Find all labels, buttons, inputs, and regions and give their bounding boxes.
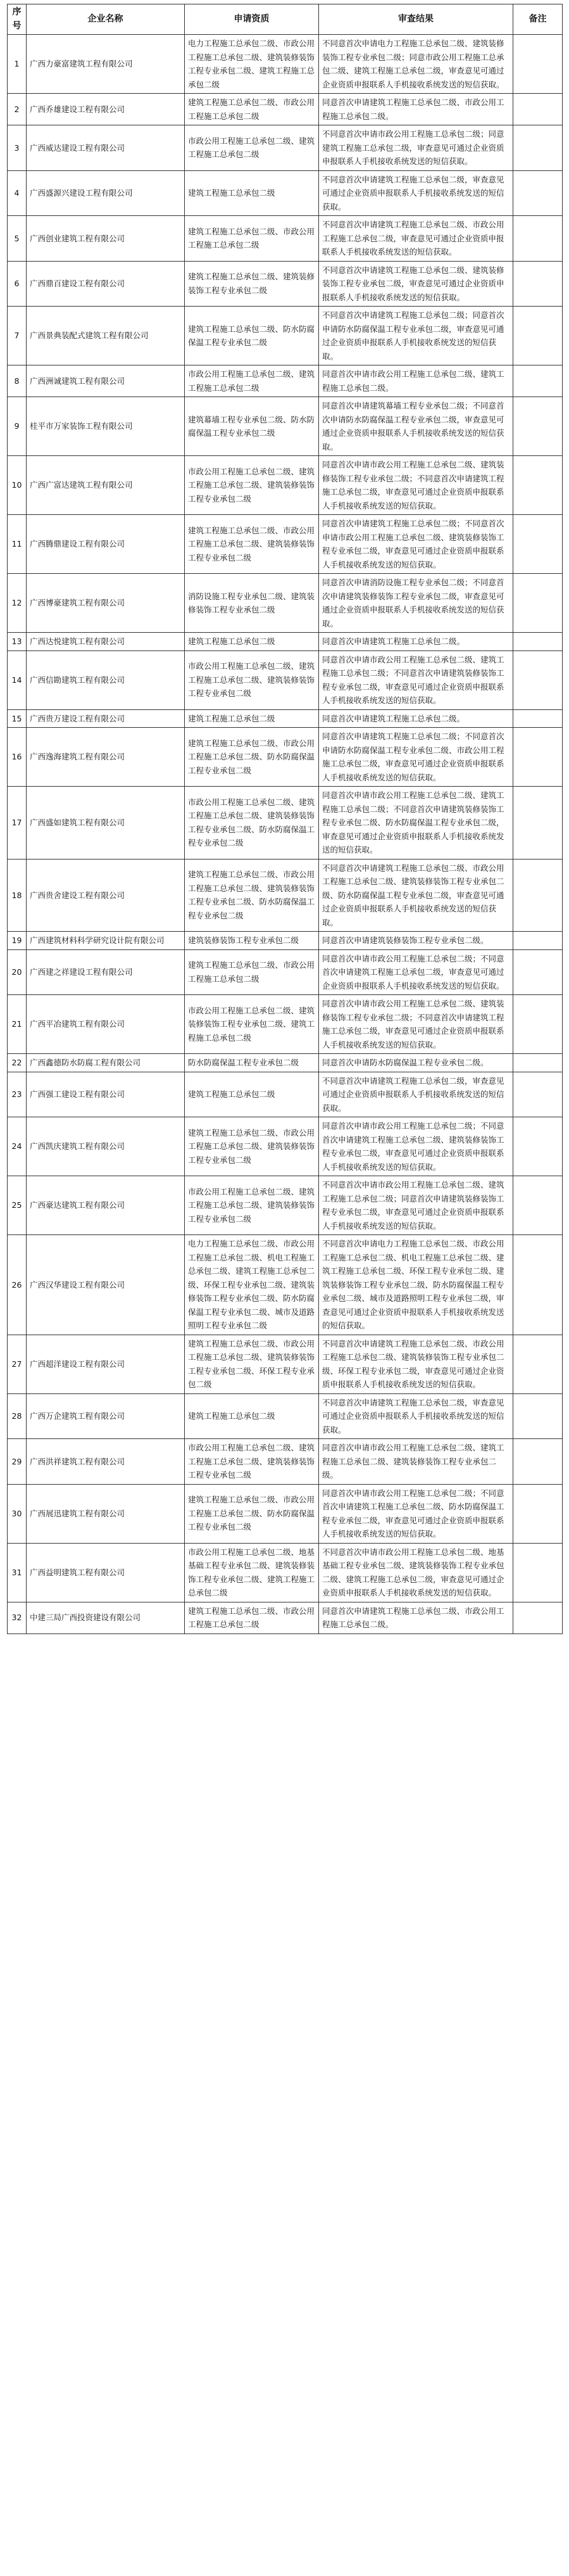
cell-seq: 7 xyxy=(8,307,27,365)
cell-result: 同意首次申请建筑工程施工总承包二级。 xyxy=(319,633,513,651)
cell-seq: 30 xyxy=(8,1484,27,1543)
cell-note xyxy=(513,365,563,397)
cell-seq: 16 xyxy=(8,728,27,787)
table-row xyxy=(8,1484,563,1543)
cell-result: 不同意首次申请市政公用工程施工总承包二级、地基基础工程专业承包二级、建筑装修装饰工程专业承包二级、建筑工程施工总承包二级，审查意见可通过企业资质申报联系人手机接收系统发送的短信获取。 xyxy=(319,1543,513,1602)
cell-result: 同意首次申请消防设施工程专业承包二级；不同意首次申请建筑装修装饰工程专业承包二级，审查意见可通过企业资质申报联系人手机接收系统发送的短信获取。 xyxy=(319,574,513,633)
cell-note xyxy=(513,728,563,787)
cell-seq: 17 xyxy=(8,787,27,860)
cell-company: 广西强工建设工程有限公司 xyxy=(27,1072,185,1117)
cell-qual: 建筑幕墙工程专业承包二级、防水防腐保温工程专业承包二级 xyxy=(185,397,319,456)
cell-company: 广西洪祥建筑工程有限公司 xyxy=(27,1439,185,1485)
cell-company: 广西盛如建筑工程有限公司 xyxy=(27,787,185,860)
table-row xyxy=(8,307,563,365)
cell-company: 广西达悦建筑工程有限公司 xyxy=(27,633,185,651)
cell-seq: 2 xyxy=(8,94,27,125)
cell-note xyxy=(513,1117,563,1176)
cell-company: 广西凯庆建筑工程有限公司 xyxy=(27,1117,185,1176)
table-row xyxy=(8,456,563,515)
cell-result: 不同意首次申请建筑工程施工总承包二级、市政公用工程施工总承包二级、建筑装修装饰工程专业承包二级、防水防腐保温工程专业承包二级，审查意见可通过企业资质申报联系人手机接收系统发送的短信获取。 xyxy=(319,859,513,932)
cell-result: 同意首次申请市政公用工程施工总承包二级、建筑装修装饰工程专业承包二级；不同意首次申请建筑工程施工总承包二级，审查意见可通过企业资质申报联系人手机接收系统发送的短信获取。 xyxy=(319,456,513,515)
cell-company: 广西建之祥建设工程有限公司 xyxy=(27,949,185,995)
table-row xyxy=(8,859,563,932)
cell-result: 同意首次申请市政公用工程施工总承包二级、建筑工程施工总承包二级；不同意首次申请建筑装修装饰工程专业承包二级，审查意见可通过企业资质申报联系人手机接收系统发送的短信获取。 xyxy=(319,650,513,709)
cell-qual: 建筑工程施工总承包二级 xyxy=(185,1072,319,1117)
qualification-review-table xyxy=(7,4,563,1634)
table-row xyxy=(8,949,563,995)
cell-note xyxy=(513,1543,563,1602)
cell-seq: 31 xyxy=(8,1543,27,1602)
cell-result: 同意首次申请建筑装修装饰工程专业承包二级。 xyxy=(319,932,513,950)
cell-note xyxy=(513,1439,563,1485)
cell-seq: 32 xyxy=(8,1602,27,1634)
cell-note xyxy=(513,307,563,365)
cell-company: 广西博豪建筑工程有限公司 xyxy=(27,574,185,633)
cell-company: 广西逸海建筑工程有限公司 xyxy=(27,728,185,787)
cell-qual: 市政公用工程施工总承包二级、建筑工程施工总承包二级、建筑装修装饰工程专业承包二级 xyxy=(185,456,319,515)
cell-company: 广西益明建筑工程有限公司 xyxy=(27,1543,185,1602)
cell-result: 同意首次申请建筑工程施工总承包二级；不同意首次申请市政公用工程施工总承包二级、建筑装修装饰工程专业承包二级，审查意见可通过企业资质申报联系人手机接收系统发送的短信获取。 xyxy=(319,515,513,574)
cell-qual: 建筑工程施工总承包二级、市政公用工程施工总承包二级 xyxy=(185,949,319,995)
cell-seq: 24 xyxy=(8,1117,27,1176)
cell-seq: 9 xyxy=(8,397,27,456)
cell-note xyxy=(513,35,563,94)
cell-qual: 建筑工程施工总承包二级 xyxy=(185,170,319,216)
table-row xyxy=(8,397,563,456)
cell-company: 广西广富达建筑工程有限公司 xyxy=(27,456,185,515)
table-header-row xyxy=(8,4,563,35)
cell-result: 同意首次申请市政公用工程施工总承包二级、建筑工程施工总承包二级、建筑装修装饰工程专业承包二级。 xyxy=(319,1439,513,1485)
cell-result: 不同意首次申请市政公用工程施工总承包二级、建筑工程施工总承包二级；同意首次申请建筑装修装饰工程专业承包二级，审查意见可通过企业资质申报联系人手机接收系统发送的短信获取。 xyxy=(319,1176,513,1235)
cell-note xyxy=(513,932,563,950)
cell-result: 不同意首次申请电力工程施工总承包二级、市政公用工程施工总承包二级、机电工程施工总承包二级、建筑工程施工总承包二级、环保工程专业承包二级、建筑装修装饰工程专业承包二级、防水防腐保温工程专业承包二级、城市及道路照明工程专业承包二级，审查意见可通过企业资质申报联系人手机接收系统发送的短信获取。 xyxy=(319,1235,513,1335)
cell-qual: 市政公用工程施工总承包二级、地基基础工程专业承包二级、建筑装修装饰工程专业承包二级、建筑工程施工总承包二级 xyxy=(185,1543,319,1602)
cell-company: 广西景典装配式建筑工程有限公司 xyxy=(27,307,185,365)
cell-qual: 建筑工程施工总承包二级、市政公用工程施工总承包二级、建筑装修装饰工程专业承包二级 xyxy=(185,515,319,574)
cell-result: 不同意首次申请建筑工程施工总承包二级，审查意见可通过企业资质申报联系人手机接收系统发送的短信获取。 xyxy=(319,170,513,216)
table-row xyxy=(8,1602,563,1634)
table-row xyxy=(8,1054,563,1072)
header-note: 备注 xyxy=(513,4,563,35)
cell-company: 广西创业建筑工程有限公司 xyxy=(27,216,185,262)
cell-qual: 建筑工程施工总承包二级、市政公用工程施工总承包二级 xyxy=(185,94,319,125)
cell-company: 桂平市万家装饰工程有限公司 xyxy=(27,397,185,456)
cell-note xyxy=(513,1176,563,1235)
cell-company: 广西汉华建设工程有限公司 xyxy=(27,1235,185,1335)
cell-qual: 建筑工程施工总承包二级、防水防腐保温工程专业承包二级 xyxy=(185,307,319,365)
cell-seq: 15 xyxy=(8,709,27,728)
cell-note xyxy=(513,859,563,932)
table-row xyxy=(8,261,563,307)
cell-note xyxy=(513,1393,563,1439)
cell-company: 广西豪达建筑工程有限公司 xyxy=(27,1176,185,1235)
cell-qual: 防水防腐保温工程专业承包二级 xyxy=(185,1054,319,1072)
table-row xyxy=(8,1393,563,1439)
cell-qual: 建筑工程施工总承包二级、市政公用工程施工总承包二级、建筑装修装饰工程专业承包二级 xyxy=(185,1117,319,1176)
cell-seq: 22 xyxy=(8,1054,27,1072)
cell-note xyxy=(513,709,563,728)
cell-qual: 电力工程施工总承包二级、市政公用工程施工总承包二级、建筑装修装饰工程专业承包二级、建筑工程施工总承包二级 xyxy=(185,35,319,94)
cell-company: 广西腾鼎建设工程有限公司 xyxy=(27,515,185,574)
table-row xyxy=(8,1543,563,1602)
cell-seq: 1 xyxy=(8,35,27,94)
table-row xyxy=(8,650,563,709)
cell-seq: 21 xyxy=(8,995,27,1054)
cell-qual: 建筑工程施工总承包二级、市政公用工程施工总承包二级、防水防腐保温工程专业承包二级 xyxy=(185,728,319,787)
cell-result: 不同意首次申请建筑工程施工总承包二级，审查意见可通过企业资质申报联系人手机接收系统发送的短信获取。 xyxy=(319,1393,513,1439)
cell-seq: 25 xyxy=(8,1176,27,1235)
cell-company: 广西鼎百建设工程有限公司 xyxy=(27,261,185,307)
cell-qual: 建筑工程施工总承包二级、市政公用工程施工总承包二级 xyxy=(185,1602,319,1634)
cell-qual: 建筑工程施工总承包二级、市政公用工程施工总承包二级 xyxy=(185,216,319,262)
table-row xyxy=(8,515,563,574)
cell-qual: 电力工程施工总承包二级、市政公用工程施工总承包二级、机电工程施工总承包二级、建筑工程施工总承包二级、环保工程专业承包二级、建筑装修装饰工程专业承包二级、防水防腐保温工程专业承包二级、城市及道路照明工程专业承包二级 xyxy=(185,1235,319,1335)
table-row xyxy=(8,125,563,171)
header-seq: 序号 xyxy=(8,4,27,35)
cell-note xyxy=(513,125,563,171)
cell-result: 同意首次申请建筑幕墙工程专业承包二级；不同意首次申请防水防腐保温工程专业承包二级，审查意见可通过企业资质申报联系人手机接收系统发送的短信获取。 xyxy=(319,397,513,456)
cell-seq: 18 xyxy=(8,859,27,932)
cell-note xyxy=(513,574,563,633)
cell-company: 广西信勘建筑工程有限公司 xyxy=(27,650,185,709)
table-row xyxy=(8,574,563,633)
cell-result: 同意首次申请建筑工程施工总承包二级；不同意首次申请防水防腐保温工程专业承包二级、市政公用工程施工总承包二级，审查意见可通过企业资质申报联系人手机接收系统发送的短信获取。 xyxy=(319,728,513,787)
cell-company: 广西贵万建设工程有限公司 xyxy=(27,709,185,728)
table-row xyxy=(8,94,563,125)
table-row xyxy=(8,1335,563,1393)
cell-seq: 28 xyxy=(8,1393,27,1439)
table-row xyxy=(8,709,563,728)
cell-seq: 5 xyxy=(8,216,27,262)
cell-note xyxy=(513,1602,563,1634)
cell-result: 同意首次申请防水防腐保温工程专业承包二级。 xyxy=(319,1054,513,1072)
cell-note xyxy=(513,949,563,995)
cell-note xyxy=(513,995,563,1054)
cell-seq: 12 xyxy=(8,574,27,633)
table-row xyxy=(8,1072,563,1117)
cell-company: 广西建筑材料科学研究设计院有限公司 xyxy=(27,932,185,950)
cell-result: 同意首次申请市政公用工程施工总承包二级、建筑工程施工总承包二级。 xyxy=(319,365,513,397)
cell-company: 广西力豪富建筑工程有限公司 xyxy=(27,35,185,94)
cell-company: 广西盛源兴建设工程有限公司 xyxy=(27,170,185,216)
cell-seq: 4 xyxy=(8,170,27,216)
table-row xyxy=(8,35,563,94)
cell-seq: 6 xyxy=(8,261,27,307)
cell-seq: 14 xyxy=(8,650,27,709)
cell-note xyxy=(513,1072,563,1117)
cell-note xyxy=(513,1054,563,1072)
cell-company: 广西超洋建设工程有限公司 xyxy=(27,1335,185,1393)
cell-company: 广西乔雄建设工程有限公司 xyxy=(27,94,185,125)
cell-note xyxy=(513,787,563,860)
cell-seq: 11 xyxy=(8,515,27,574)
cell-note xyxy=(513,261,563,307)
table-row xyxy=(8,1439,563,1485)
cell-qual: 消防设施工程专业承包二级、建筑装修装饰工程专业承包二级 xyxy=(185,574,319,633)
header-result: 审查结果 xyxy=(319,4,513,35)
cell-seq: 13 xyxy=(8,633,27,651)
cell-note xyxy=(513,216,563,262)
cell-note xyxy=(513,633,563,651)
table-row xyxy=(8,1176,563,1235)
cell-qual: 市政公用工程施工总承包二级、建筑工程施工总承包二级、建筑装修装饰工程专业承包二级 xyxy=(185,1439,319,1485)
cell-qual: 建筑工程施工总承包二级 xyxy=(185,1393,319,1439)
cell-qual: 建筑工程施工总承包二级 xyxy=(185,709,319,728)
cell-note xyxy=(513,1335,563,1393)
table-row xyxy=(8,633,563,651)
cell-company: 广西贵舍建设工程有限公司 xyxy=(27,859,185,932)
cell-note xyxy=(513,650,563,709)
cell-seq: 27 xyxy=(8,1335,27,1393)
cell-qual: 市政公用工程施工总承包二级、建筑工程施工总承包二级、建筑装修装饰工程专业承包二级、防水防腐保温工程专业承包二级 xyxy=(185,787,319,860)
cell-note xyxy=(513,1484,563,1543)
cell-note xyxy=(513,515,563,574)
cell-qual: 建筑工程施工总承包二级 xyxy=(185,633,319,651)
cell-note xyxy=(513,94,563,125)
cell-qual: 建筑工程施工总承包二级、市政公用工程施工总承包二级、建筑装修装饰工程专业承包二级、防水防腐保温工程专业承包二级 xyxy=(185,859,319,932)
table-row xyxy=(8,216,563,262)
table-row xyxy=(8,995,563,1054)
cell-result: 不同意首次申请市政公用工程施工总承包二级；同意建筑工程施工总承包二级，审查意见可通过企业资质申报联系人手机接收系统发送的短信获取。 xyxy=(319,125,513,171)
cell-seq: 19 xyxy=(8,932,27,950)
cell-company: 广西平冶建筑工程有限公司 xyxy=(27,995,185,1054)
cell-qual: 市政公用工程施工总承包二级、建筑工程施工总承包二级、建筑装修装饰工程专业承包二级 xyxy=(185,650,319,709)
cell-company: 中建三局广西投资建设有限公司 xyxy=(27,1602,185,1634)
cell-qual: 建筑工程施工总承包二级、建筑装修装饰工程专业承包二级 xyxy=(185,261,319,307)
cell-qual: 市政公用工程施工总承包二级、建筑工程施工总承包二级 xyxy=(185,365,319,397)
cell-note xyxy=(513,397,563,456)
cell-company: 广西鑫德防水防腐工程有限公司 xyxy=(27,1054,185,1072)
cell-note xyxy=(513,456,563,515)
cell-qual: 市政公用工程施工总承包二级、建筑装修装饰工程专业承包二级、建筑工程施工总承包二级 xyxy=(185,995,319,1054)
cell-qual: 市政公用工程施工总承包二级、建筑工程施工总承包二级、建筑装修装饰工程专业承包二级 xyxy=(185,1176,319,1235)
cell-result: 不同意首次申请建筑工程施工总承包二级，审查意见可通过企业资质申报联系人手机接收系统发送的短信获取。 xyxy=(319,1072,513,1117)
cell-seq: 26 xyxy=(8,1235,27,1335)
cell-result: 不同意首次申请建筑工程施工总承包二级、建筑装修装饰工程专业承包二级，审查意见可通过企业资质申报联系人手机接收系统发送的短信获取。 xyxy=(319,261,513,307)
cell-seq: 10 xyxy=(8,456,27,515)
cell-result: 不同意首次申请电力工程施工总承包二级、建筑装修装饰工程专业承包二级；同意市政公用工程施工总承包二级、建筑工程施工总承包二级，审查意见可通过企业资质申报联系人手机接收系统发送的短信获取。 xyxy=(319,35,513,94)
cell-result: 同意首次申请建筑工程施工总承包二级、市政公用工程施工总承包二级。 xyxy=(319,94,513,125)
cell-result: 同意首次申请市政公用工程施工总承包二级、建筑装修装饰工程专业承包二级；不同意首次申请建筑工程施工总承包二级，审查意见可通过企业资质申报联系人手机接收系统发送的短信获取。 xyxy=(319,995,513,1054)
cell-result: 不同意首次申请建筑工程施工总承包二级；同意首次申请防水防腐保温工程专业承包二级，审查意见可通过企业资质申报联系人手机接收系统发送的短信获取。 xyxy=(319,307,513,365)
cell-result: 不同意首次申请建筑工程施工总承包二级、市政公用工程施工总承包二级，审查意见可通过企业资质申报联系人手机接收系统发送的短信获取。 xyxy=(319,216,513,262)
table-body xyxy=(8,35,563,1634)
cell-seq: 3 xyxy=(8,125,27,171)
cell-note xyxy=(513,170,563,216)
cell-result: 同意首次申请市政公用工程施工总承包二级；不同意首次申请建筑工程施工总承包二级，审查意见可通过企业资质申报联系人手机接收系统发送的短信获取。 xyxy=(319,949,513,995)
cell-seq: 20 xyxy=(8,949,27,995)
cell-qual: 市政公用工程施工总承包二级、建筑工程施工总承包二级 xyxy=(185,125,319,171)
header-qualification: 申请资质 xyxy=(185,4,319,35)
cell-qual: 建筑工程施工总承包二级、市政公用工程施工总承包二级、建筑装修装饰工程专业承包二级、环保工程专业承包二级 xyxy=(185,1335,319,1393)
header-company: 企业名称 xyxy=(27,4,185,35)
cell-company: 广西威达建设工程有限公司 xyxy=(27,125,185,171)
cell-note xyxy=(513,1235,563,1335)
cell-result: 同意首次申请建筑工程施工总承包二级、市政公用工程施工总承包二级。 xyxy=(319,1602,513,1634)
table-row xyxy=(8,170,563,216)
cell-seq: 23 xyxy=(8,1072,27,1117)
cell-company: 广西展迅建筑工程有限公司 xyxy=(27,1484,185,1543)
table-row xyxy=(8,932,563,950)
table-row xyxy=(8,1117,563,1176)
table-row xyxy=(8,787,563,860)
cell-result: 同意首次申请建筑工程施工总承包二级。 xyxy=(319,709,513,728)
cell-result: 同意首次申请市政公用工程施工总承包二级；不同意首次申请建筑工程施工总承包二级、防水防腐保温工程专业承包二级，审查意见可通过企业资质申报联系人手机接收系统发送的短信获取。 xyxy=(319,1484,513,1543)
table-row xyxy=(8,365,563,397)
cell-seq: 29 xyxy=(8,1439,27,1485)
cell-seq: 8 xyxy=(8,365,27,397)
cell-result: 不同意首次申请建筑工程施工总承包二级、市政公用工程施工总承包二级、建筑装修装饰工程专业承包二级、环保工程专业承包二级，审查意见可通过企业资质申报联系人手机接收系统发送的短信获取。 xyxy=(319,1335,513,1393)
cell-result: 同意首次申请市政公用工程施工总承包二级；不同意首次申请建筑工程施工总承包二级、建筑装修装饰工程专业承包二级，审查意见可通过企业资质申报联系人手机接收系统发送的短信获取。 xyxy=(319,1117,513,1176)
cell-qual: 建筑工程施工总承包二级、市政公用工程施工总承包二级、防水防腐保温工程专业承包二级 xyxy=(185,1484,319,1543)
table-row xyxy=(8,728,563,787)
cell-company: 广西洲诚建筑工程有限公司 xyxy=(27,365,185,397)
cell-qual: 建筑装修装饰工程专业承包二级 xyxy=(185,932,319,950)
table-row xyxy=(8,1235,563,1335)
cell-result: 同意首次申请市政公用工程施工总承包二级、建筑工程施工总承包二级；不同意首次申请建筑装修装饰工程专业承包二级、防水防腐保温工程专业承包二级，审查意见可通过企业资质申报联系人手机接收系统发送的短信获取。 xyxy=(319,787,513,860)
cell-company: 广西万企建筑工程有限公司 xyxy=(27,1393,185,1439)
